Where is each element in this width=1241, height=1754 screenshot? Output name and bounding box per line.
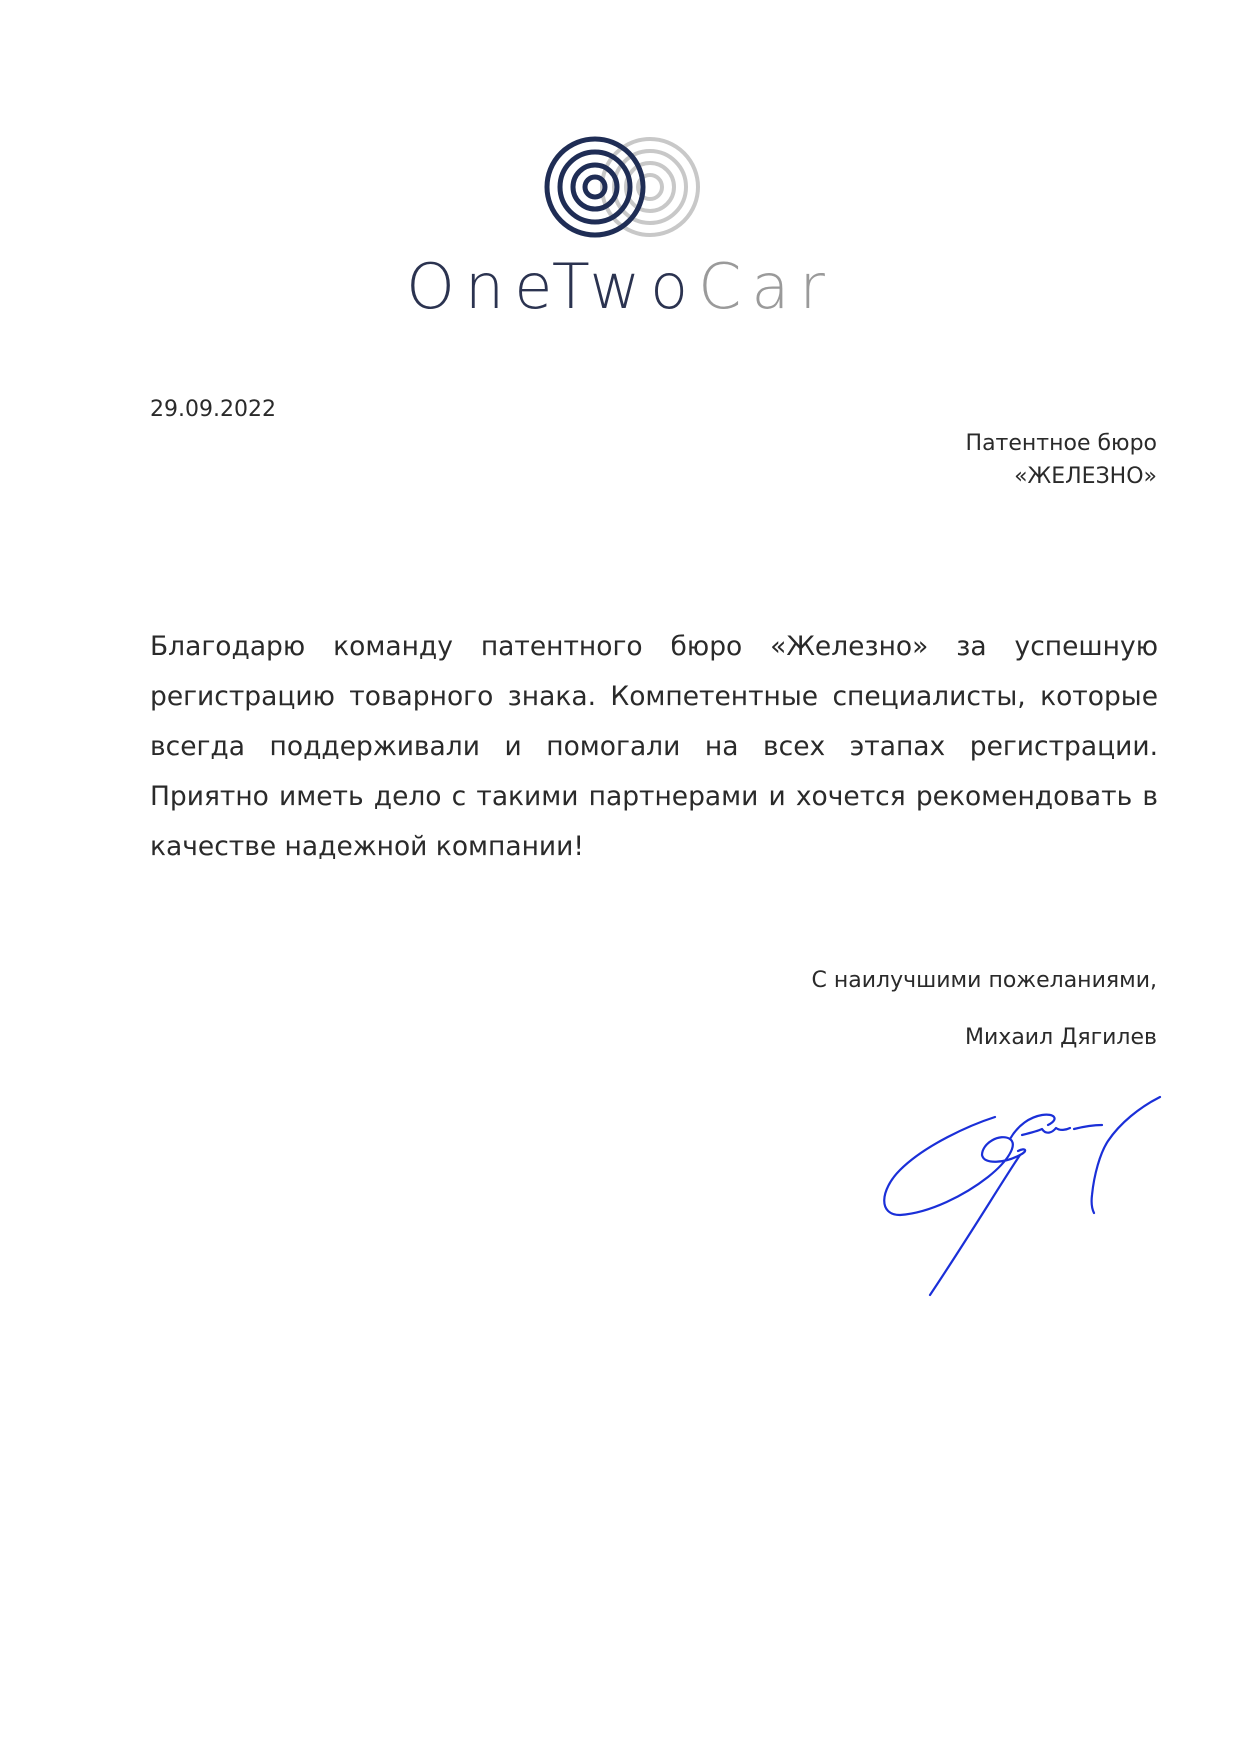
logo-dark-rings xyxy=(547,139,643,235)
handwritten-signature xyxy=(870,1095,1180,1305)
letter-closing: С наилучшими пожеланиями, xyxy=(811,968,1157,993)
recipient-line-1: Патентное бюро xyxy=(965,431,1157,456)
logo-word-one: One xyxy=(406,250,552,323)
logo-word-two: Two xyxy=(551,250,699,323)
recipient-block xyxy=(966,427,1157,493)
letter-body: Благодарю команду патентного бюро «Железно» за успешную регистрацию товарного знака. Компетентные специалисты, которые всегда поддерживали и помогали на всех этапах регистрации. Приятно иметь дело с такими партнерами и хочется рекомендовать в качестве надежной компании! xyxy=(150,631,1158,862)
company-logo-wordmark xyxy=(0,250,1241,323)
company-logo-rings xyxy=(540,132,710,242)
logo-word-car: Car xyxy=(698,250,835,323)
recipient-line-2: «ЖЕЛЕЗНО» xyxy=(1014,464,1157,489)
letter-date: 29.09.2022 xyxy=(150,397,276,422)
signer-name: Михаил Дягилев xyxy=(965,1025,1157,1050)
